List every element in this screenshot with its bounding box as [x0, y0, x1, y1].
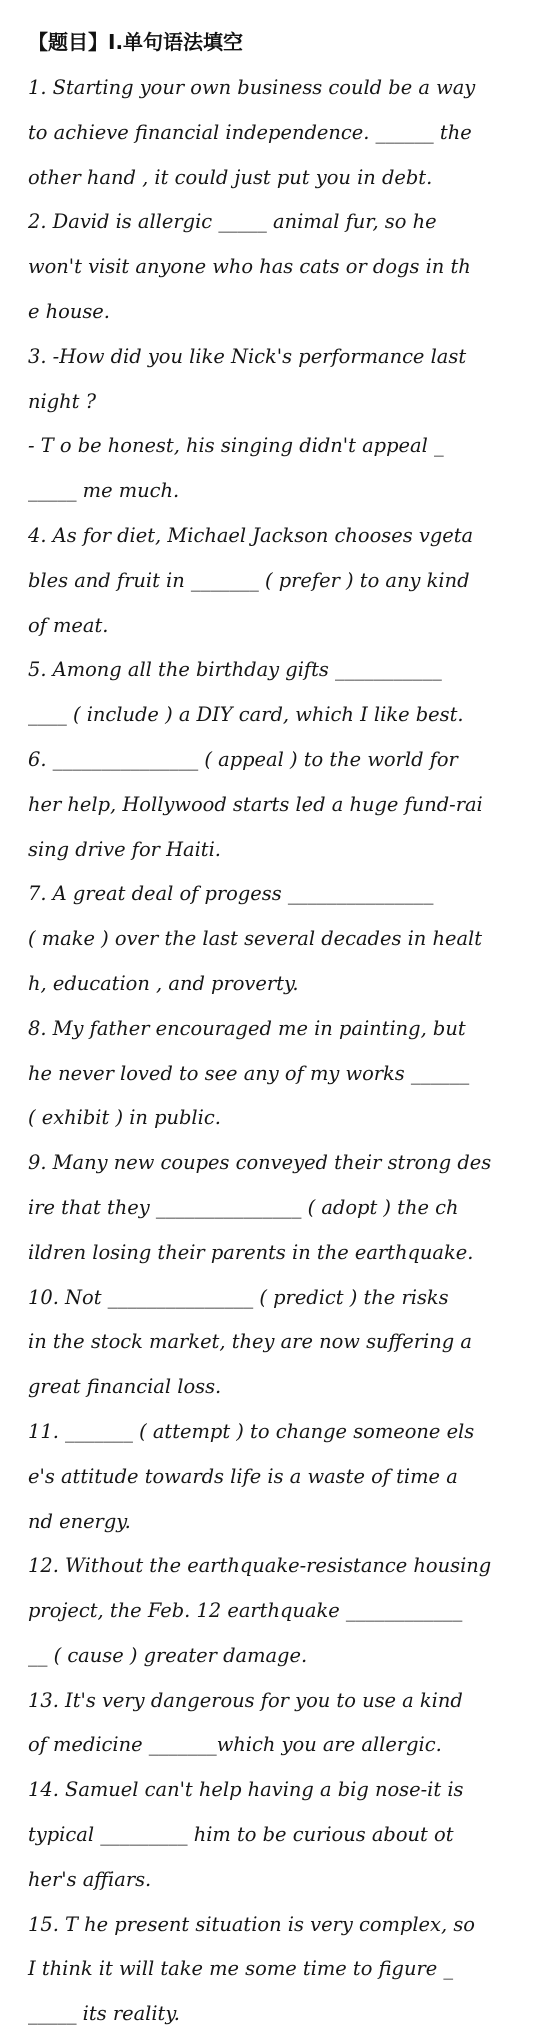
exercise-line: of medicine _______which you are allergic.	[28, 1733, 442, 1757]
exercise-line: 1. Starting your own business could be a way	[28, 76, 476, 99]
exercise-line: night ?	[28, 389, 96, 413]
exercise-line: typical _________ him to be curious about ot	[28, 1823, 454, 1847]
exercise-line: - T o be honest, his singing didn't appeal _	[28, 434, 444, 458]
exercise-line: 4. As for diet, Michael Jackson chooses vgeta	[28, 523, 474, 547]
exercise-line: ____ ( include ) a DIY card, which I like best.	[28, 703, 464, 727]
exercise-line: to achieve financial independence. ______ the	[28, 120, 472, 144]
exercise-lines	[28, 66, 530, 2037]
exercise-line: won't visit anyone who has cats or dogs in th	[28, 255, 471, 279]
exercise-line: 5. Among all the birthday gifts ___________	[28, 658, 442, 682]
exercise-line: 6. _______________ ( appeal ) to the world for	[28, 747, 458, 771]
exercise-line: 7. A great deal of progess _______________	[28, 882, 434, 906]
exercise-line: 12. Without the earthquake-resistance housing	[28, 1554, 492, 1578]
exercise-line: 9. Many new coupes conveyed their strong des	[28, 1151, 492, 1175]
exercise-line: 13. It's very dangerous for you to use a kind	[28, 1688, 463, 1712]
exercise-line: h, education , and proverty.	[28, 971, 299, 995]
exercise-line: her's affiars.	[28, 1867, 152, 1891]
exercise-line: ( make ) over the last several decades in healt	[28, 927, 483, 951]
exercise-line: __ ( cause ) greater damage.	[28, 1643, 308, 1667]
exercise-line: bles and fruit in _______ ( prefer ) to any kind	[28, 568, 470, 592]
exercise-line: great financial loss.	[28, 1375, 222, 1399]
exercise-line: 3. -How did you like Nick's performance last	[28, 344, 467, 368]
exercise-line: 14. Samuel can't help having a big nose-it is	[28, 1778, 464, 1802]
exercise-line: nd energy.	[28, 1509, 131, 1533]
exercise-line: _____ me much.	[28, 479, 180, 503]
exercise-line: 2. David is allergic _____ animal fur, so he	[28, 210, 437, 234]
exercise-line: other hand , it could just put you in debt.	[28, 165, 433, 189]
exercise-line: 10. Not _______________ ( predict ) the risks	[28, 1285, 449, 1309]
exercise-line: 11. _______ ( attempt ) to change someone els	[28, 1419, 475, 1443]
exercise-line: he never loved to see any of my works ______	[28, 1061, 470, 1085]
exercise-line: ildren losing their parents in the earthquake.	[28, 1240, 474, 1264]
exercise-line: ire that they _______________ ( adopt ) the ch	[28, 1195, 459, 1219]
exercise-line: e house.	[28, 299, 110, 323]
exercise-line: of meat.	[28, 613, 109, 637]
exercise-line: in the stock market, they are now suffering a	[28, 1330, 472, 1354]
exercise-line: sing drive for Haiti.	[28, 837, 221, 861]
exercise-line: _____ its reality.	[28, 2002, 180, 2026]
exercise-line: 8. My father encouraged me in painting, but	[28, 1016, 466, 1040]
exercise-line: 15. T he present situation is very complex, so	[28, 1912, 475, 1936]
exercise-line: ( exhibit ) in public.	[28, 1106, 221, 1130]
exercise-line: her help, Hollywood starts led a huge fund-rai	[28, 792, 483, 816]
exercise-line: e's attitude towards life is a waste of time a	[28, 1464, 458, 1488]
page-heading: 【题目】I.单句语法填空	[28, 30, 244, 54]
exercise-line: I think it will take me some time to figure _	[28, 1957, 454, 1981]
exercise-line: project, the Feb. 12 earthquake ____________	[28, 1599, 463, 1623]
